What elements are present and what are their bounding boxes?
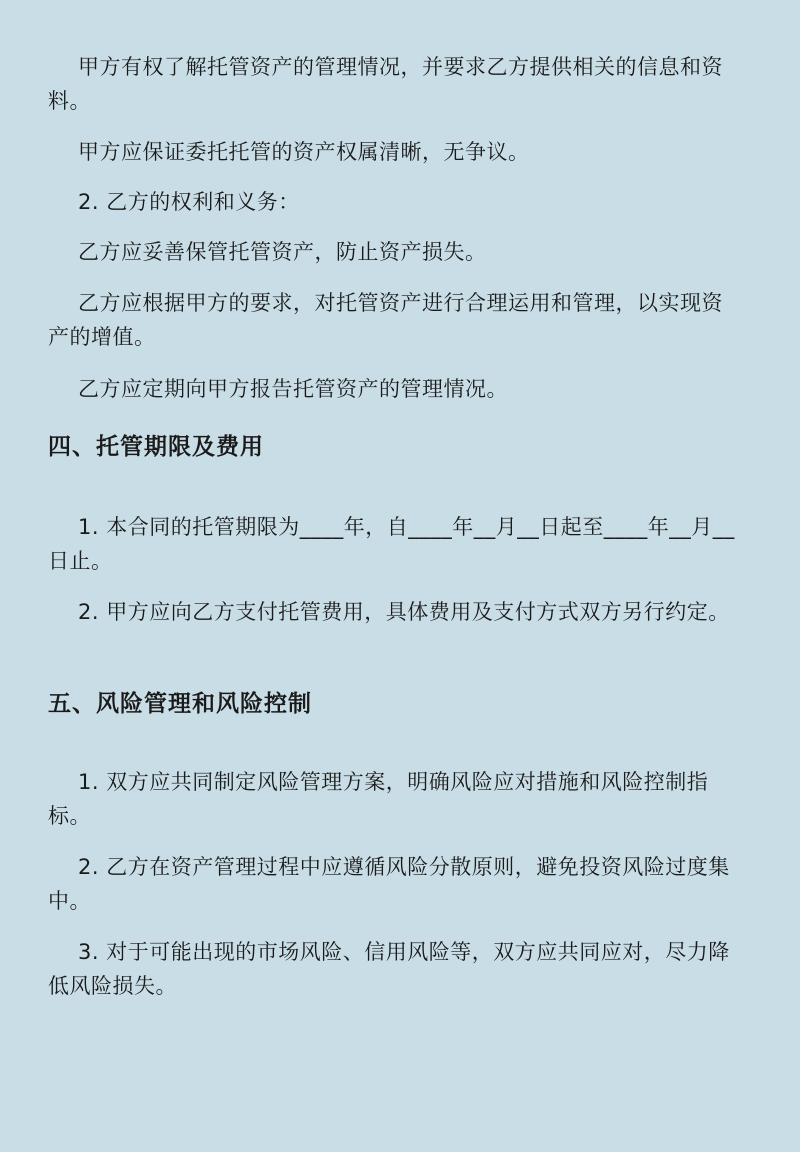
- subheading-party-b-rights: [48, 185, 744, 219]
- paragraph-text: 乙方应根据甲方的要求，对托管资产进行合理运用和管理，以实现资产的增值。: [48, 291, 723, 349]
- section-5-heading: [48, 688, 744, 720]
- paragraph-party-a-right-info: [48, 50, 744, 118]
- paragraph-text: 3. 对于可能出现的市场风险、信用风险等，双方应共同应对，尽力降低风险损失。: [48, 940, 730, 998]
- section-5-item-2: [48, 850, 744, 918]
- paragraph-text: 2. 甲方应向乙方支付托管费用，具体费用及支付方式双方另行约定。: [78, 600, 730, 624]
- section-5-item-3: [48, 935, 744, 1003]
- paragraph-text: 2. 乙方在资产管理过程中应遵循风险分散原则，避免投资风险过度集中。: [48, 855, 730, 913]
- paragraph-text: 乙方应定期向甲方报告托管资产的管理情况。: [78, 377, 508, 401]
- paragraph-text: 甲方应保证委托托管的资产权属清晰，无争议。: [78, 140, 530, 164]
- section-5-item-1: [48, 765, 744, 833]
- section-heading: 四、托管期限及费用: [48, 434, 264, 460]
- paragraph-party-b-management: [48, 286, 744, 354]
- paragraph-text: 甲方有权了解托管资产的管理情况，并要求乙方提供相关的信息和资料。: [48, 55, 723, 113]
- section-4-heading: [48, 431, 744, 463]
- section-heading: 五、风险管理和风险控制: [48, 691, 312, 717]
- paragraph-text: 1. 双方应共同制定风险管理方案，明确风险应对措施和风险控制指标。: [48, 770, 709, 828]
- paragraph-text: 2. 乙方的权利和义务：: [78, 190, 300, 214]
- section-4-item-1: [48, 510, 744, 578]
- paragraph-party-b-custody: [48, 235, 744, 269]
- paragraph-text: 1. 本合同的托管期限为____年，自____年__月__日起至____年__月__日止。: [48, 515, 735, 573]
- paragraph-text: 乙方应妥善保管托管资产，防止资产损失。: [78, 240, 487, 264]
- paragraph-party-a-ownership: [48, 135, 744, 169]
- section-4-item-2: [48, 595, 744, 629]
- paragraph-party-b-report: [48, 372, 744, 406]
